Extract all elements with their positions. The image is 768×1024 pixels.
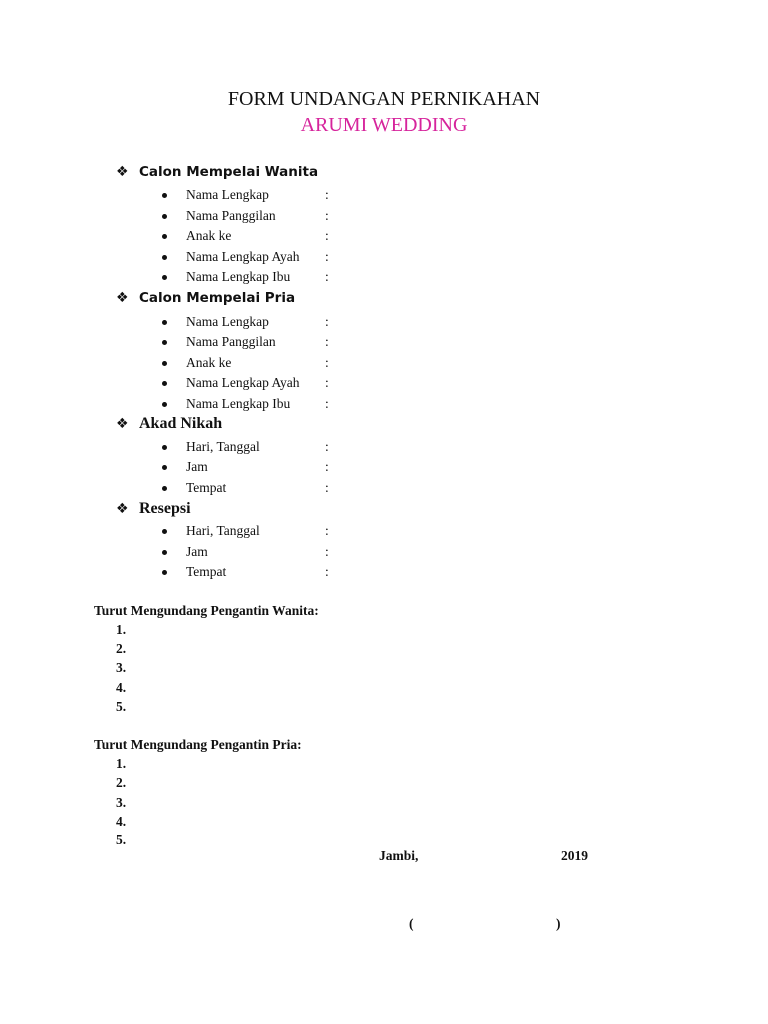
signature-place: Jambi,: [379, 848, 419, 863]
diamond-bullet-icon: ❖: [116, 164, 129, 180]
field-label: Hari, Tanggal: [186, 439, 260, 454]
field-colon: :: [325, 187, 329, 202]
field-label: Nama Lengkap Ibu: [186, 396, 291, 411]
field-label: Nama Panggilan: [186, 334, 276, 349]
diamond-bullet-icon: ❖: [116, 501, 129, 517]
turut-pria-number: 5.: [116, 832, 127, 847]
bullet-dot-icon: [162, 550, 167, 555]
field-colon: :: [325, 269, 329, 284]
field-colon: :: [325, 334, 329, 349]
bullet-dot-icon: [162, 570, 167, 575]
field-label: Nama Panggilan: [186, 208, 276, 223]
diamond-bullet-icon: ❖: [116, 290, 129, 306]
field-colon: :: [325, 249, 329, 264]
turut-pria-number: 3.: [116, 795, 127, 810]
section-heading-pria: [116, 290, 295, 306]
section-heading-wanita: [116, 164, 318, 180]
bullet-dot-icon: [162, 486, 167, 491]
form-title: FORM UNDANGAN PERNIKAHAN: [227, 88, 541, 110]
section-heading-label: Resepsi: [139, 500, 191, 517]
signature-open-paren: (: [409, 916, 414, 931]
field-colon: :: [325, 564, 329, 579]
form-subtitle: ARUMI WEDDING: [300, 114, 468, 136]
field-label: Nama Lengkap Ayah: [186, 375, 300, 390]
field-colon: :: [325, 375, 329, 390]
field-colon: :: [325, 439, 329, 454]
section-heading-akad: [116, 415, 222, 433]
bullet-dot-icon: [162, 381, 167, 386]
field-label: Tempat: [186, 480, 227, 495]
field-colon: :: [325, 314, 329, 329]
field-label: Nama Lengkap: [186, 187, 269, 202]
turut-wanita-number: 1.: [116, 622, 127, 637]
signature-year: 2019: [561, 848, 588, 863]
field-colon: :: [325, 523, 329, 538]
bullet-dot-icon: [162, 214, 167, 219]
turut-wanita-heading: Turut Mengundang Pengantin Wanita:: [94, 603, 319, 618]
section-heading-label: Calon Mempelai Pria: [139, 290, 296, 306]
bullet-dot-icon: [162, 465, 167, 470]
diamond-bullet-icon: ❖: [116, 416, 129, 432]
field-label: Tempat: [186, 564, 227, 579]
field-colon: :: [325, 396, 329, 411]
field-label: Nama Lengkap: [186, 314, 269, 329]
bullet-dot-icon: [162, 529, 167, 534]
field-label: Nama Lengkap Ayah: [186, 249, 300, 264]
field-label: Jam: [186, 544, 208, 559]
bullet-dot-icon: [162, 340, 167, 345]
section-heading-resepsi: [116, 500, 191, 518]
turut-wanita-number: 2.: [116, 641, 127, 656]
turut-pria-number: 2.: [116, 775, 127, 790]
field-colon: :: [325, 228, 329, 243]
bullet-dot-icon: [162, 402, 167, 407]
field-label: Anak ke: [186, 228, 232, 243]
bullet-dot-icon: [162, 320, 167, 325]
turut-wanita-number: 3.: [116, 660, 127, 675]
turut-pria-number: 4.: [116, 814, 127, 829]
field-label: Nama Lengkap Ibu: [186, 269, 291, 284]
field-colon: :: [325, 208, 329, 223]
field-label: Anak ke: [186, 355, 232, 370]
signature-close-paren: ): [556, 916, 561, 931]
turut-wanita-number: 5.: [116, 699, 127, 714]
bullet-dot-icon: [162, 255, 167, 260]
section-heading-label: Akad Nikah: [139, 415, 223, 432]
turut-pria-heading: Turut Mengundang Pengantin Pria:: [94, 737, 302, 752]
field-colon: :: [325, 459, 329, 474]
bullet-dot-icon: [162, 275, 167, 280]
turut-wanita-number: 4.: [116, 680, 127, 695]
turut-pria-number: 1.: [116, 756, 127, 771]
bullet-dot-icon: [162, 445, 167, 450]
field-colon: :: [325, 480, 329, 495]
field-colon: :: [325, 544, 329, 559]
field-label: Jam: [186, 459, 208, 474]
field-label: Hari, Tanggal: [186, 523, 260, 538]
field-colon: :: [325, 355, 329, 370]
section-heading-label: Calon Mempelai Wanita: [139, 164, 319, 180]
bullet-dot-icon: [162, 361, 167, 366]
bullet-dot-icon: [162, 234, 167, 239]
bullet-dot-icon: [162, 193, 167, 198]
